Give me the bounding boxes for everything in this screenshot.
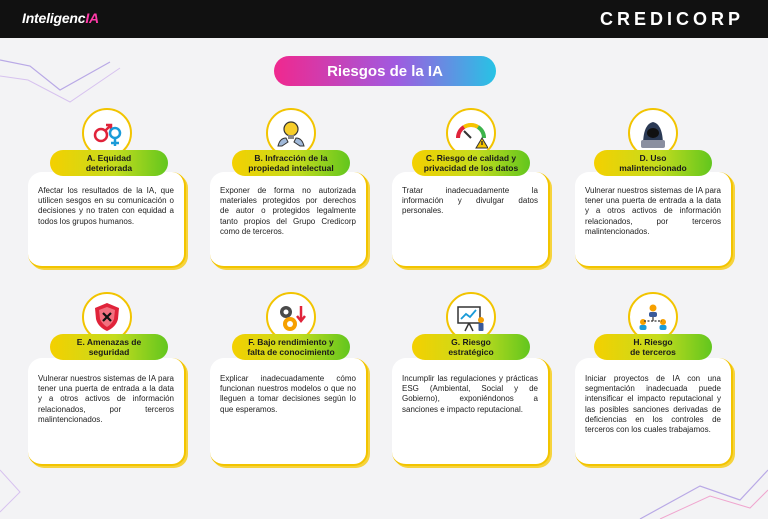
risk-card-c <box>392 172 550 268</box>
risk-card-description: Vulnerar nuestros sistemas de IA para tener una puerta de entrada a la data y a otros activos de información relacionados, por terceros malintencionados. <box>585 186 721 236</box>
risk-label-h: H. Riesgo de terceros <box>594 334 712 360</box>
risk-label-e: E. Amenazas de seguridad <box>50 334 168 360</box>
risk-card-description: Incumplir las regulaciones y prácticas ESG (Ambiental, Social y de Gobierno), exponiéndonos a sanciones e impacto reputacional. <box>402 374 538 414</box>
risk-label-d: D. Uso malintencionado <box>594 150 712 176</box>
risk-card-d <box>575 172 733 268</box>
risk-card-e <box>28 358 186 466</box>
risk-card-description: Afectar los resultados de la IA, que utilicen sesgos en su comunicación o decisiones y no traten con equidad a todos los grupos humanos. <box>38 186 174 226</box>
risk-card-f <box>210 358 368 466</box>
risk-label-f: F. Bajo rendimiento y falta de conocimiento <box>232 334 350 360</box>
risk-card-h <box>575 358 733 466</box>
page-title: Riesgos de la IA <box>274 56 496 86</box>
risk-card-description: Explicar inadecuadamente cómo funcionan nuestros modelos o que no lleguen a tomar decisiones según lo que esperamos. <box>220 374 356 414</box>
risk-card-description: Tratar inadecuadamente la información y divulgar datos personales. <box>402 186 538 216</box>
risk-label-c: C. Riesgo de calidad y privacidad de los datos <box>412 150 530 176</box>
risk-card-description: Exponer de forma no autorizada materiales protegidos por derechos de autor o protegidos legalmente tanto propios del Grupo Credicorp como de terceros. <box>220 186 356 236</box>
risk-label-g: G. Riesgo estratégico <box>412 334 530 360</box>
risk-label-a: A. Equidad deteriorada <box>50 150 168 176</box>
risk-card-b <box>210 172 368 268</box>
risk-card-g <box>392 358 550 466</box>
top-bar <box>0 0 768 38</box>
inteligencia-logo: InteligencIA <box>22 10 99 26</box>
risk-card-description: Vulnerar nuestros sistemas de IA para tener una puerta de entrada a la data y a otros activos de información relacionados, por terceros malintencionados. <box>38 374 174 424</box>
risk-card-description: Iniciar proyectos de IA con una segmentación inadecuada puede intensificar el impacto reputacional y las posibles sanciones derivadas de deficiencias en los controles de terceros con los cuales trabajamos. <box>585 374 721 435</box>
risk-label-b: B. Infracción de la propiedad intelectual <box>232 150 350 176</box>
risk-card-a <box>28 172 186 268</box>
credicorp-logo: CREDICORP <box>599 9 744 29</box>
